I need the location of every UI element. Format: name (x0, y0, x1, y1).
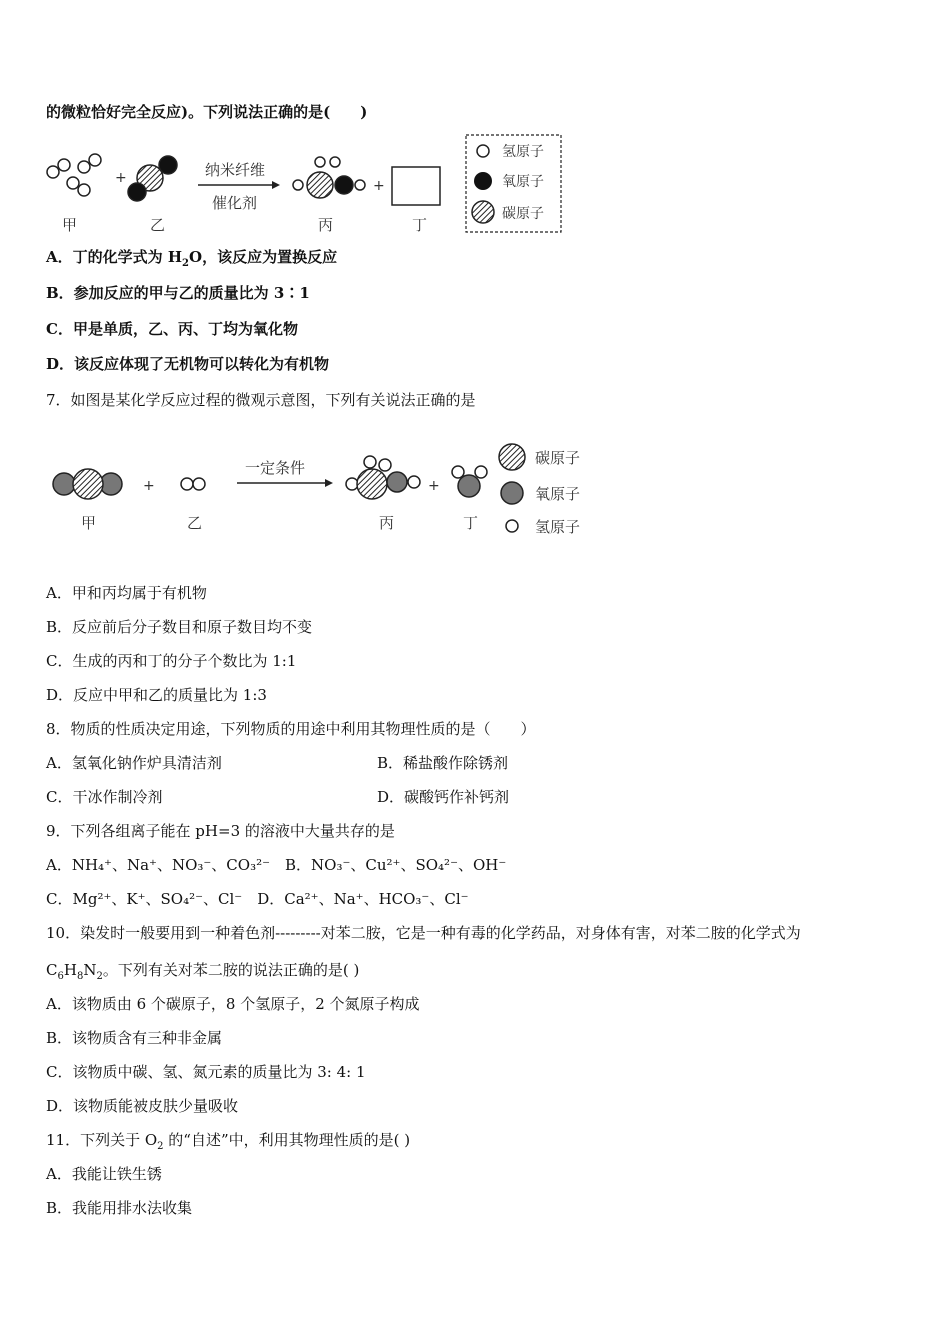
q7-legend-h: 氢原子 (535, 518, 581, 536)
q11-option-a: A．我能让铁生锈 (46, 1165, 162, 1183)
q7-option-d: D．反应中甲和乙的质量比为 1:3 (46, 686, 267, 704)
q7-option-b: B．反应前后分子数目和原子数目均不变 (46, 618, 313, 636)
q6-reaction-diagram (40, 130, 580, 240)
q10-option-a: A．该物质由 6 个碳原子，8 个氢原子，2 个氮原子构成 (46, 995, 420, 1013)
q6-option-b: B．参加反应的甲与乙的质量比为 3∶1 (46, 284, 310, 302)
bing-molecule (293, 157, 365, 198)
q10-option-b: B．该物质含有三种非金属 (46, 1029, 223, 1047)
q7-legend-c: 碳原子 (535, 449, 581, 467)
q6-intro: 的微粒恰好完全反应)。下列说法正确的是( ) (46, 103, 368, 121)
q9-stem: 9．下列各组离子能在 pH=3 的溶液中大量共存的是 (46, 822, 395, 840)
q9-options-ab: A．NH₄⁺、Na⁺、NO₃⁻、CO₃²⁻ B．NO₃⁻、Cu²⁺、SO₄²⁻、OH⁻ (46, 856, 507, 874)
q6-legend-c: 碳原子 (502, 206, 544, 222)
q11-option-b: B．我能用排水法收集 (46, 1199, 193, 1217)
q7-bing-molecule (346, 456, 420, 499)
q6-legend-h: 氢原子 (502, 144, 544, 160)
q6-option-c: C．甲是单质，乙、丙、丁均为氧化物 (46, 320, 298, 338)
q7-jia-molecule (53, 469, 122, 499)
q8-stem: 8．物质的性质决定用途，下列物质的用途中利用其物理性质的是（ ） (46, 720, 536, 738)
q7-yi-molecule (181, 478, 205, 490)
svg-text:+: + (143, 478, 155, 494)
q10-option-d: D．该物质能被皮肤少量吸收 (46, 1097, 239, 1115)
q6-arrow-top: 纳米纤维 (205, 161, 266, 179)
q7-legend-o: 氧原子 (535, 485, 581, 503)
q11-stem: 11．下列关于 $O_2$ 的“自述”中，利用其物理性质的是( ) (46, 1131, 411, 1152)
q8-option-b: B．稀盐酸作除锈剂 (377, 754, 509, 772)
q7-arrow-label: 一定条件 (245, 459, 306, 477)
q7-label-bing: 丙 (379, 514, 395, 532)
q10-stem-line2: $C_6H_8N_2$。下列有关对苯二胺的说法正确的是( ) (46, 961, 360, 982)
q6-option-d: D．该反应体现了无机物可以转化为有机物 (46, 355, 330, 373)
q6-label-ding: 丁 (412, 216, 428, 234)
q8-option-c: C．干冰作制冷剂 (46, 788, 163, 806)
ding-box (392, 167, 440, 205)
q7-option-a: A．甲和丙均属于有机物 (46, 584, 207, 602)
svg-text:+: + (428, 478, 440, 494)
q10-stem-line1: 10．染发时一般要用到一种着色剂---------对苯二胺，它是一种有毒的化学药品，对身体有害，对苯二胺的化学式为 (46, 924, 801, 942)
q6-label-yi: 乙 (150, 216, 166, 234)
q6-label-jia: 甲 (62, 216, 78, 234)
q7-label-ding: 丁 (463, 514, 479, 532)
q9-options-cd: C．Mg²⁺、K⁺、SO₄²⁻、Cl⁻ D．Ca²⁺、Na⁺、HCO₃⁻、Cl⁻ (46, 890, 469, 908)
q6-legend-o: 氧原子 (502, 174, 544, 190)
q6-arrow-bottom: 催化剂 (212, 194, 258, 212)
q8-option-d: D．碳酸钙作补钙剂 (377, 788, 510, 806)
q7-ding-molecule (452, 466, 487, 497)
q7-label-jia: 甲 (81, 514, 97, 532)
q6-label-bing: 丙 (318, 216, 334, 234)
q7-reaction-diagram (45, 435, 605, 540)
q7-option-c: C．生成的丙和丁的分子个数比为 1:1 (46, 652, 297, 670)
svg-text:+: + (373, 178, 385, 194)
q6-option-a: A．丁的化学式为 $H_2O$，该反应为置换反应 (46, 248, 338, 269)
jia-molecules (47, 154, 101, 196)
q8-option-a: A．氢氧化钠作炉具清洁剂 (46, 754, 222, 772)
q7-label-yi: 乙 (187, 514, 203, 532)
svg-text:+: + (115, 170, 127, 186)
q7-stem: 7．如图是某化学反应过程的微观示意图，下列有关说法正确的是 (46, 391, 476, 409)
yi-molecule (128, 156, 177, 201)
q10-option-c: C．该物质中碳、氢、氮元素的质量比为 3: 4: 1 (46, 1063, 366, 1081)
